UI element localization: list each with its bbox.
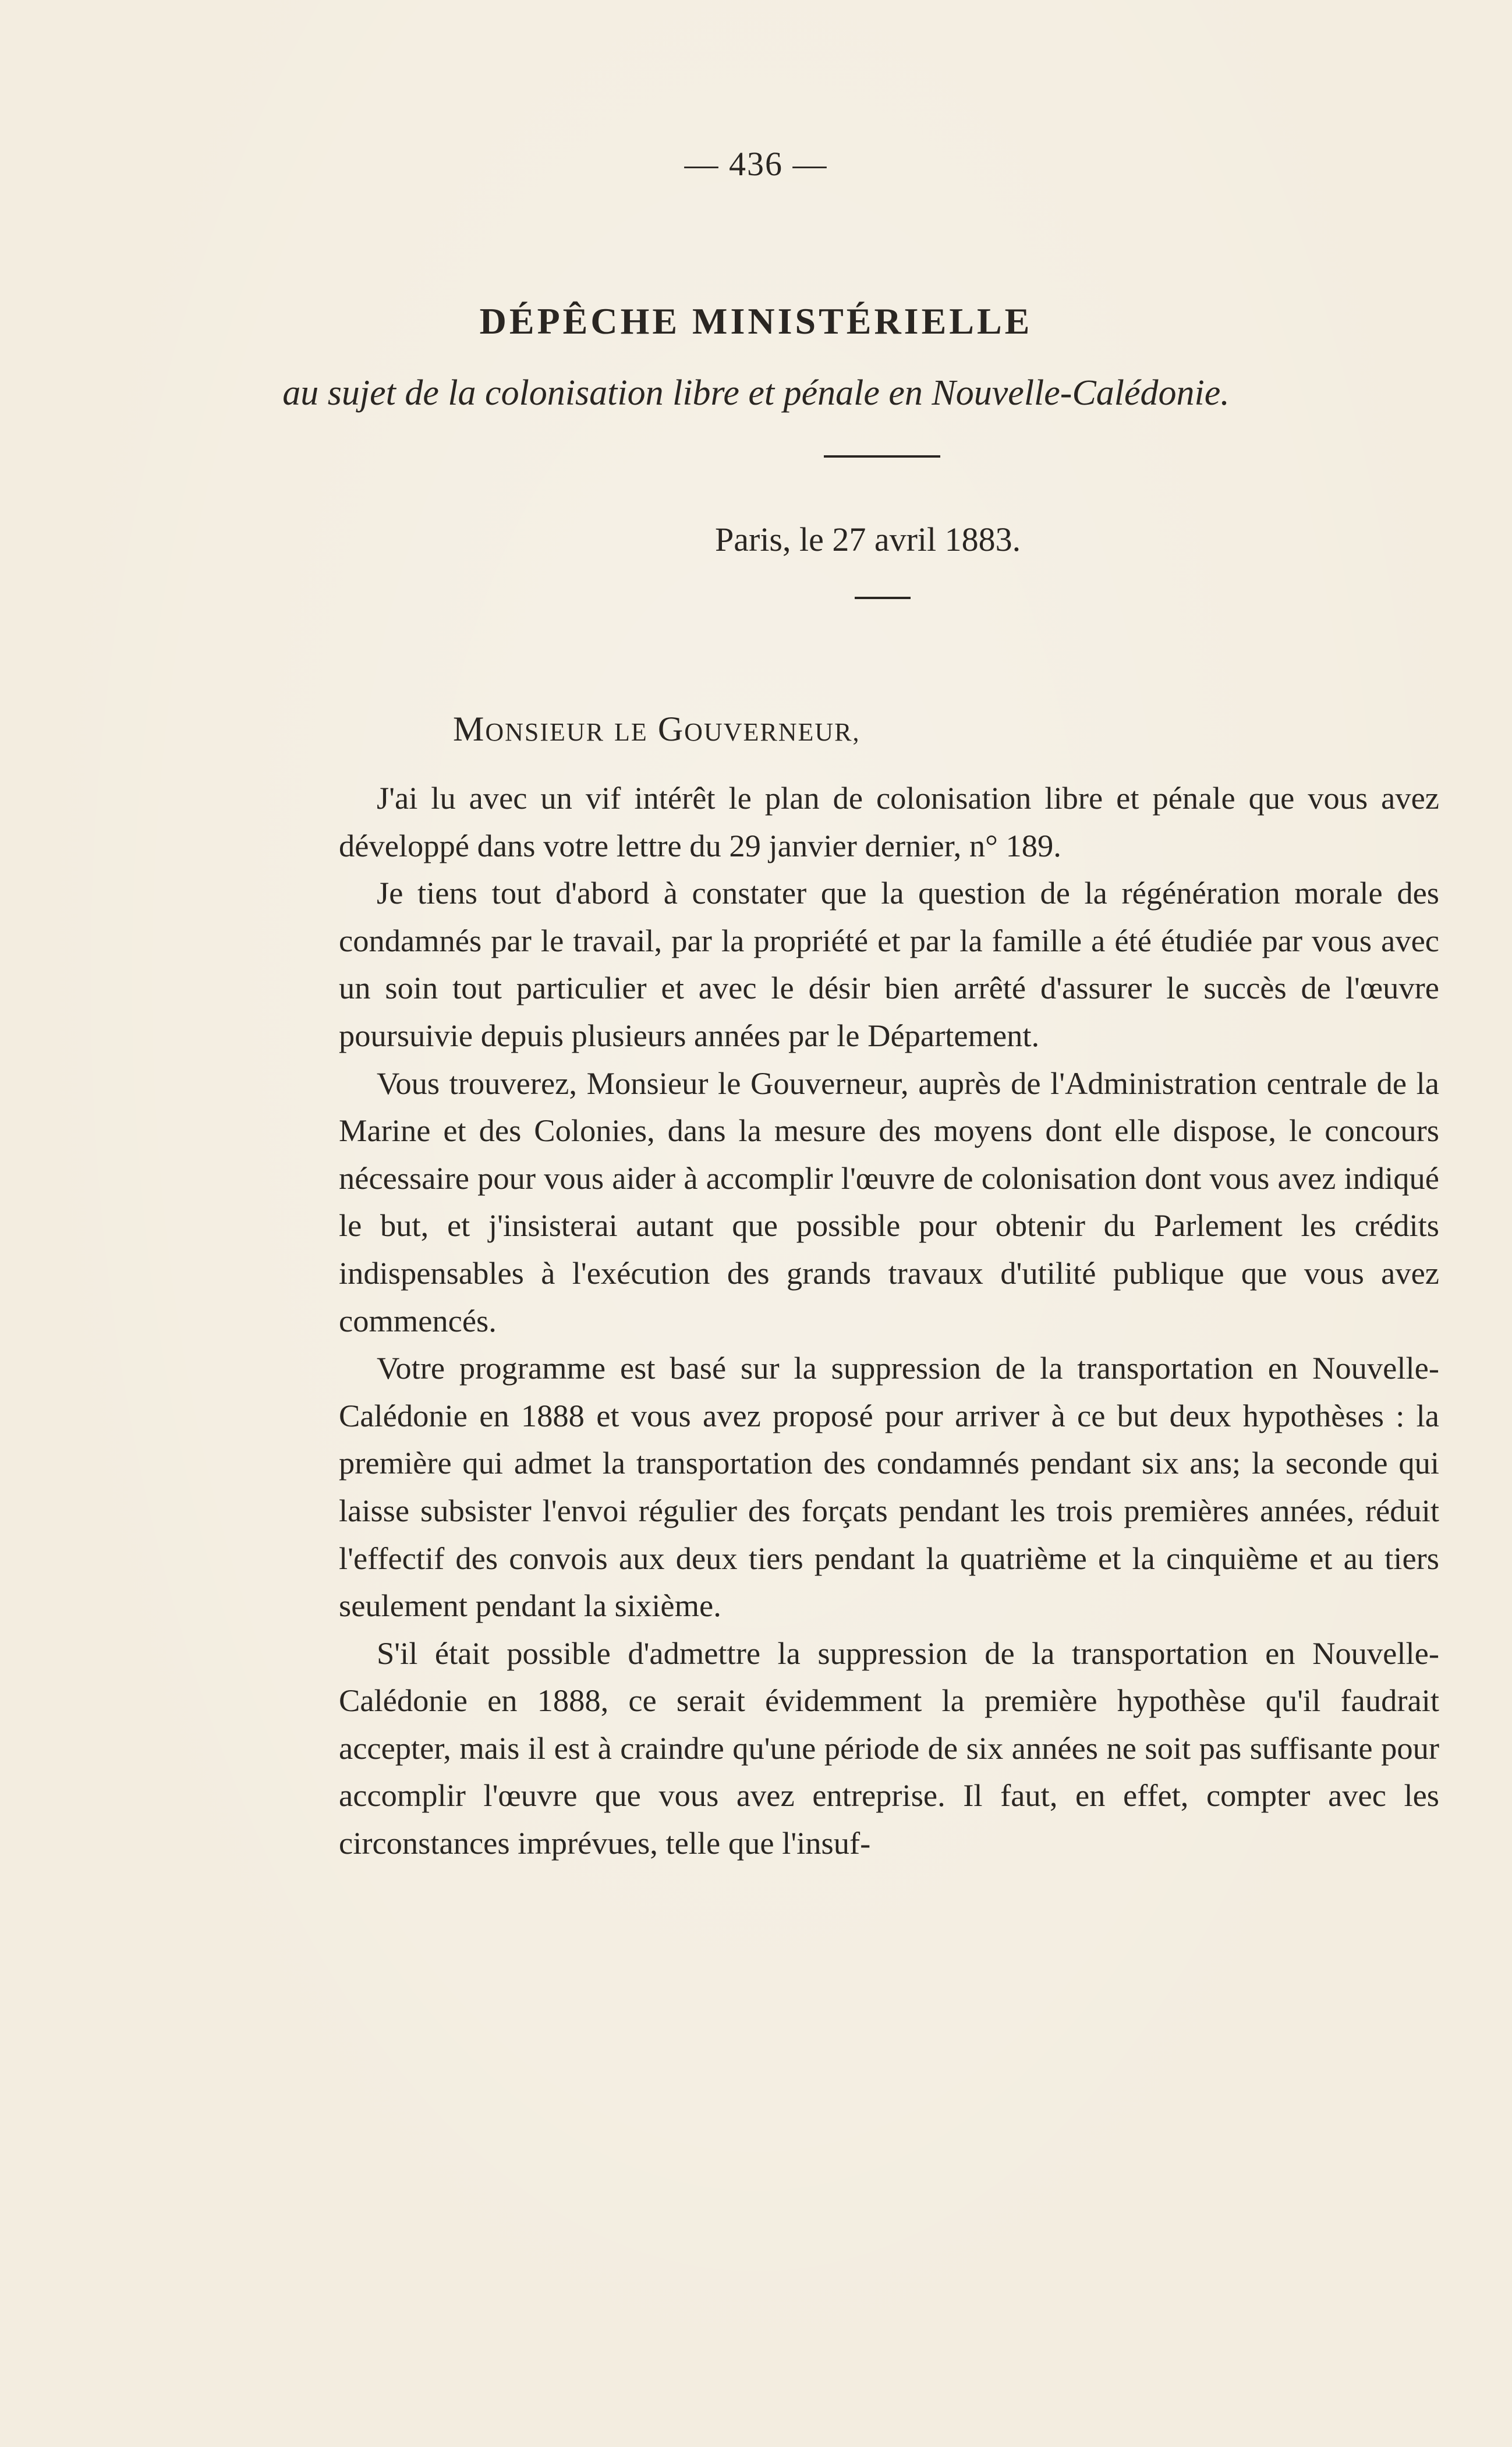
salutation — [453, 709, 860, 749]
page-number: — 436 — — [684, 145, 828, 183]
salutation-cap-3: G — [657, 710, 685, 748]
document-title: DÉPÊCHE MINISTÉRIELLE — [479, 300, 1033, 342]
salutation-rest-1: ONSIEUR — [485, 718, 605, 746]
paragraph-2: Je tiens tout d'abord à constater que la question de la régénération morale des condamnés par le travail, par la propriété et par la famille a été étudiée par vous avec un soin tout particulier et avec le désir bien arrêté d'assurer le succès de l'œuvre poursuivie depuis plusieurs années par le Département. — [339, 875, 1439, 1053]
title-divider — [824, 455, 940, 458]
salutation-word-2: LE — [614, 718, 648, 746]
salutation-cap-1: M — [453, 710, 486, 748]
salutation-rest-3: OUVERNEUR, — [684, 718, 861, 746]
date-divider — [855, 597, 911, 599]
paragraph-3: Vous trouverez, Monsieur le Gouverneur, auprès de l'Administration centrale de la Marine et des Colonies, dans la mesure des moyens dont elle dispose, le concours nécessaire pour vous aider à accomplir l'œuvre de colonisation dont vous avez indiqué le but, et j'insisterai autant que possible pour obtenir du Parlement les crédits indispensables à l'exécution des grands travaux d'utilité publique que vous avez commencés. — [339, 1065, 1439, 1338]
paragraph-4: Votre programme est basé sur la suppression de la transportation en Nouvelle-Calédonie en 1888 et vous avez proposé pour arriver à ce but deux hypothèses : la première qui admet la transportation des condamnés pendant six ans; la seconde qui laisse subsister l'envoi régulier des forçats pendant les trois premières années, réduit l'effectif des convois aux deux tiers pendant la quatrième et la cinquième et au tiers seulement pendant la sixième. — [339, 1350, 1439, 1624]
paragraph-5: S'il était possible d'admettre la suppression de la transportation en Nouvelle-Calédonie en 1888, ce serait évidemment la première hypothèse qu'il faudrait accepter, mais il est à craindre qu'une période de six années ne soit pas suffisante pour accomplir l'œuvre que vous avez entreprise. Il faut, en effet, compter avec les circonstances imprévues, telle que l'insuf- — [339, 1635, 1439, 1861]
date-line: Paris, le 27 avril 1883. — [715, 520, 1021, 558]
paragraph-1: J'ai lu avec un vif intérêt le plan de colonisation libre et pénale que vous avez développé dans votre lettre du 29 janvier dernier, n° 189. — [339, 780, 1439, 863]
letter-body — [339, 774, 1439, 1867]
document-subtitle: au sujet de la colonisation libre et pénale en Nouvelle-Calédonie. — [282, 373, 1230, 413]
